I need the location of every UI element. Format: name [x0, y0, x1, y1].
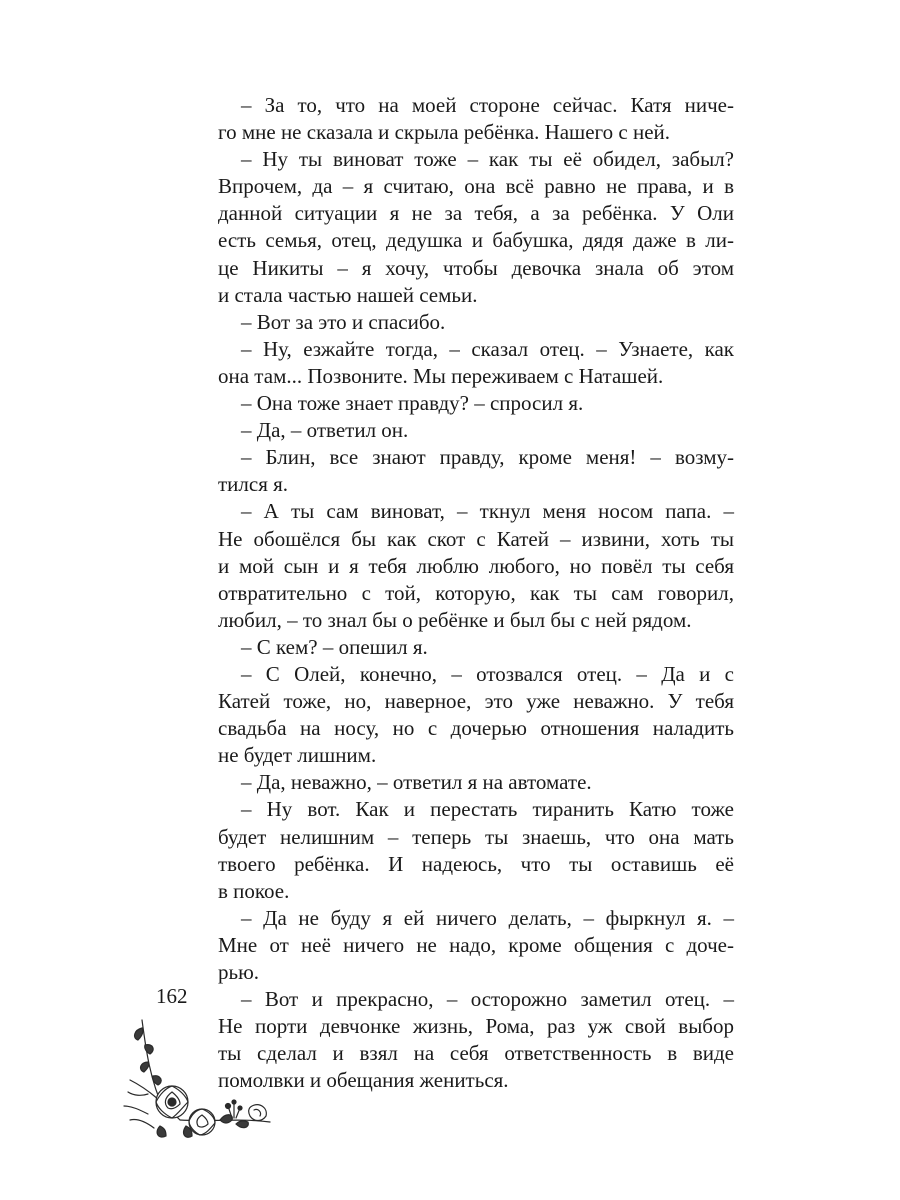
text-line: любил, – то знал бы о ребёнке и был бы с ней рядом. [218, 607, 692, 632]
text-line: свадьба на носу, но с дочерью отношения наладить [218, 716, 734, 741]
text-line: – С кем? – опешил я. [241, 634, 428, 659]
text-line: – Ну ты виноват тоже – как ты её обидел, забыл? [241, 147, 734, 172]
text-line: и мой сын и я тебя люблю любого, но повёл ты себя [218, 553, 734, 578]
text-line: го мне не сказала и скрыла ребёнка. Нашего с ней. [218, 120, 671, 145]
text-line: она там... Позвоните. Мы переживаем с Наташей. [218, 363, 664, 388]
text-line: – Блин, все знают правду, кроме меня! – возму- [241, 445, 734, 470]
text-line: – Вот и прекрасно, – осторожно заметил отец. – [241, 987, 734, 1012]
text-line: Катей тоже, но, наверное, это уже неважно. У тебя [218, 689, 734, 714]
text-line: – Ну, езжайте тогда, – сказал отец. – Узнаете, как [241, 336, 734, 361]
text-line: Мне от неё ничего не надо, кроме общения с доче- [218, 932, 734, 957]
text-line: ты сделал и взял на себя ответственность в виде [218, 1041, 734, 1066]
text-line: – А ты сам виноват, – ткнул меня носом папа. – [241, 499, 734, 524]
text-line: помолвки и обещания жениться. [218, 1068, 509, 1093]
text-line: не будет лишним. [218, 743, 377, 768]
text-line: – С Олей, конечно, – отозвался отец. – Да и с [241, 661, 734, 686]
text-line: данной ситуации я не за тебя, а за ребёнка. У Оли [218, 201, 734, 226]
text-line: це Никиты – я хочу, чтобы девочка знала об этом [218, 255, 734, 280]
text-line: – Да, – ответил он. [241, 418, 409, 443]
text-line: в покое. [218, 878, 290, 903]
text-line: Впрочем, да – я считаю, она всё равно не права, и в [218, 174, 734, 199]
text-line: и стала частью нашей семьи. [218, 282, 478, 307]
text-line: будет нелишним – теперь ты знаешь, что она мать [218, 824, 734, 849]
text-line: – Вот за это и спасибо. [241, 309, 446, 334]
text-line: Не порти девчонке жизнь, Рома, раз уж свой выбор [218, 1014, 734, 1039]
text-line: – Да не буду я ей ничего делать, – фыркнул я. – [241, 905, 734, 930]
page-number: 162 [156, 984, 188, 1008]
text-line: – Да, неважно, – ответил я на автомате. [241, 770, 592, 795]
text-line: отвратительно с той, которую, как ты сам говорил, [218, 580, 734, 605]
page-text [218, 92, 734, 1094]
text-line: – Она тоже знает правду? – спросил я. [241, 391, 584, 416]
text-line: есть семья, отец, дедушка и бабушка, дядя даже в ли- [218, 228, 734, 253]
text-line: тился я. [218, 472, 289, 497]
text-line: твоего ребёнка. И надеюсь, что ты оставишь её [218, 851, 734, 876]
text-line: рью. [218, 960, 260, 984]
text-line: Не обошёлся бы как скот с Катей – извини, хоть ты [218, 526, 734, 551]
floral-ornament-icon [120, 1010, 280, 1160]
text-line: – За то, что на моей стороне сейчас. Катя ниче- [241, 93, 734, 117]
text-line: – Ну вот. Как и перестать тиранить Катю тоже [241, 797, 734, 822]
